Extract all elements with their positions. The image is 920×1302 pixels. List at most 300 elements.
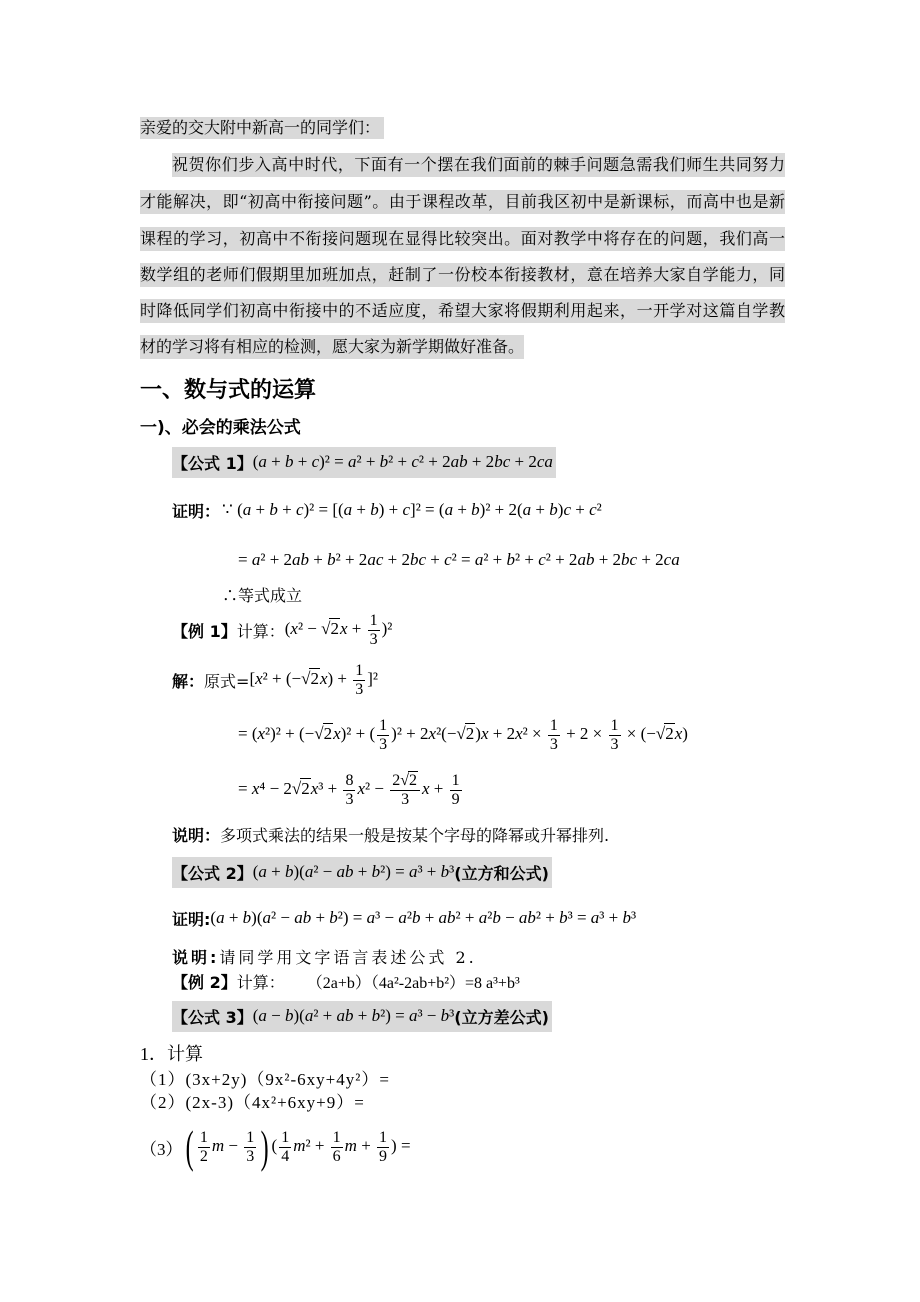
math-variable: ca bbox=[536, 452, 553, 472]
math-variable: a bbox=[343, 499, 353, 519]
math-symbols: + 2 bbox=[637, 549, 664, 569]
radicand bbox=[465, 723, 476, 743]
math-symbols: 3 bbox=[246, 1147, 255, 1165]
intro-line: 数学组的老师们假期里加班加点，赶制了一份校本衔接教材，意在培养大家自学能力，同 bbox=[140, 263, 785, 287]
radicand bbox=[664, 723, 675, 743]
radicand bbox=[300, 778, 311, 798]
math-variable: b bbox=[549, 499, 558, 519]
math-symbols: ² bbox=[487, 907, 493, 927]
math-variable: b bbox=[269, 499, 278, 519]
math-variable: a bbox=[216, 907, 225, 927]
math-symbols: )² = [( bbox=[303, 499, 344, 519]
math-variable: b bbox=[440, 862, 450, 882]
fraction-numerator bbox=[450, 772, 462, 791]
math-symbols: )( bbox=[251, 907, 263, 927]
example-label: 【例 2】 bbox=[172, 972, 237, 992]
math-variable: a bbox=[258, 1006, 267, 1026]
math-symbols: ² + bbox=[535, 907, 560, 927]
math-symbols: ² + bbox=[356, 452, 380, 472]
math-symbols: [ bbox=[249, 668, 256, 688]
intro-line: 时降低同学们初高中衔接中的不适应度，希望大家将假期利用起来，一开学对这篇自学教 bbox=[140, 299, 785, 323]
radicand bbox=[309, 668, 320, 688]
intro-line: 材的学习将有相应的检测，愿大家为新学期做好准备。 bbox=[140, 335, 524, 359]
math-variable: b bbox=[559, 907, 568, 927]
math-variable: b bbox=[411, 907, 421, 927]
math-variable: x bbox=[319, 668, 328, 688]
math-fraction bbox=[377, 1129, 389, 1165]
math-variable: ab bbox=[450, 452, 468, 472]
math-variable: b bbox=[284, 862, 294, 882]
math-symbols: )² + ( bbox=[340, 723, 376, 743]
math-symbols: ² bbox=[596, 499, 602, 519]
solution-step-1 bbox=[238, 717, 688, 753]
math-symbols: + bbox=[266, 862, 285, 882]
proof-expression bbox=[222, 500, 602, 520]
math-symbols: ² × bbox=[522, 723, 546, 743]
math-variable: c bbox=[589, 499, 597, 519]
fraction-numerator bbox=[198, 1129, 210, 1148]
math-variable: ca bbox=[663, 549, 680, 569]
math-symbols: 1 bbox=[549, 716, 558, 734]
math-variable: c bbox=[402, 499, 411, 519]
math-variable: x bbox=[422, 778, 430, 798]
example-2-question bbox=[172, 970, 520, 992]
math-symbols: 3 bbox=[355, 680, 364, 698]
math-variable: c bbox=[563, 499, 571, 519]
math-symbols: 9 bbox=[451, 790, 460, 808]
fraction-denominator bbox=[244, 1148, 256, 1166]
math-variable: a bbox=[398, 907, 407, 927]
math-symbols: 1 bbox=[451, 771, 460, 789]
math-variable: x bbox=[515, 723, 523, 743]
math-variable: x bbox=[357, 778, 366, 798]
math-symbols: + bbox=[352, 499, 371, 519]
intro-line: 课程的学习，初高中不衔接问题现在显得比较突出。面对教学中将存在的问题，我们高一 bbox=[140, 227, 785, 251]
math-symbols: ² + 2 bbox=[418, 452, 451, 472]
math-variable: a bbox=[258, 862, 267, 882]
math-variable: x bbox=[480, 723, 489, 743]
math-symbols: 1 bbox=[332, 1128, 341, 1146]
math-symbols: ² bbox=[406, 907, 412, 927]
fraction-denominator bbox=[353, 681, 365, 699]
math-symbols: + bbox=[353, 1006, 372, 1026]
math-symbols: ³ − bbox=[375, 907, 399, 927]
formula-label: 【公式 2】 bbox=[172, 864, 253, 883]
math-fraction bbox=[279, 1129, 291, 1165]
math-symbols: ]² bbox=[367, 668, 378, 688]
math-symbols: 3 bbox=[369, 630, 378, 648]
radical-sign: √ bbox=[655, 723, 666, 743]
math-symbols: 3 bbox=[610, 735, 619, 753]
math-symbols: ²) = bbox=[380, 862, 409, 882]
math-symbols: 2 bbox=[465, 723, 475, 743]
math-variable: b bbox=[284, 452, 294, 472]
math-fraction bbox=[390, 772, 420, 808]
math-symbols: ³ = bbox=[567, 907, 591, 927]
fraction-denominator bbox=[368, 631, 380, 649]
math-variable: x bbox=[251, 778, 260, 798]
math-variable: b bbox=[242, 907, 252, 927]
formula-label: 【公式 3】 bbox=[172, 1008, 253, 1027]
math-symbols: )² = bbox=[319, 452, 348, 472]
math-symbols: ²) = bbox=[380, 1006, 409, 1026]
math-symbols: − bbox=[500, 907, 519, 927]
math-variable: x bbox=[290, 618, 298, 638]
fraction-denominator bbox=[198, 1148, 210, 1166]
math-symbols: × (− bbox=[622, 723, 656, 743]
math-fraction bbox=[343, 772, 355, 808]
math-symbols: 4 bbox=[281, 1147, 290, 1165]
math-symbols: + bbox=[353, 862, 372, 882]
square-root bbox=[400, 772, 418, 789]
math-fraction bbox=[198, 1129, 210, 1165]
fraction-numerator bbox=[609, 717, 621, 736]
math-variable: m bbox=[344, 1135, 357, 1155]
fraction-numerator bbox=[390, 772, 420, 791]
math-symbols: 3 bbox=[345, 790, 354, 808]
math-symbols: ² + (− bbox=[262, 668, 302, 688]
math-symbols: 1 bbox=[369, 611, 378, 629]
math-symbols: 1 bbox=[610, 716, 619, 734]
note-text: 请同学用文字语言表述公式 2. bbox=[219, 947, 477, 967]
math-variable: ab bbox=[438, 907, 456, 927]
formula-3-block bbox=[172, 1001, 552, 1032]
solution-step-expression bbox=[238, 717, 688, 753]
math-symbols: + bbox=[309, 549, 328, 569]
math-fraction bbox=[331, 1129, 343, 1165]
fraction-denominator bbox=[377, 736, 389, 754]
math-variable: a bbox=[304, 862, 314, 882]
math-symbols: ² + 2 bbox=[260, 549, 293, 569]
math-symbols: ² + bbox=[313, 1006, 337, 1026]
math-symbols: + 2 × bbox=[561, 723, 607, 743]
large-parenthesis: ( bbox=[185, 1120, 194, 1173]
exercise-title: 1．计算 bbox=[140, 1044, 203, 1064]
radical-sign: √ bbox=[456, 723, 466, 743]
math-symbols: ² + bbox=[455, 907, 479, 927]
fraction-numerator bbox=[368, 612, 380, 631]
math-variable: c bbox=[538, 549, 546, 569]
math-symbols: + bbox=[356, 1135, 376, 1155]
math-variable: x bbox=[339, 618, 348, 638]
math-variable: ab bbox=[336, 862, 354, 882]
math-symbols: + bbox=[420, 907, 439, 927]
math-symbols: 2 bbox=[323, 723, 333, 743]
solution-step-2 bbox=[238, 768, 464, 812]
math-symbols: + bbox=[277, 499, 296, 519]
math-symbols: 2 bbox=[301, 778, 310, 798]
math-symbols: ² − bbox=[297, 618, 322, 638]
math-fraction bbox=[368, 612, 380, 648]
math-symbols: + bbox=[426, 549, 445, 569]
math-symbols: 3 bbox=[549, 735, 558, 753]
exercise-item bbox=[140, 1066, 390, 1088]
math-symbols: ² + 2 bbox=[545, 549, 578, 569]
math-symbols: 1 bbox=[379, 1128, 388, 1146]
math-variable: x bbox=[310, 778, 319, 798]
exercise-expression: (3x+2y)（9x²-6xy+4y²）= bbox=[185, 1069, 390, 1089]
math-fraction bbox=[548, 717, 560, 753]
radical-sign: √ bbox=[321, 618, 331, 638]
fraction-denominator bbox=[279, 1148, 291, 1166]
fraction-denominator bbox=[331, 1148, 343, 1166]
math-fraction bbox=[353, 662, 365, 698]
math-variable: bc bbox=[409, 549, 426, 569]
math-fraction bbox=[377, 717, 389, 753]
math-symbols: ) bbox=[475, 723, 481, 743]
math-variable: a bbox=[522, 499, 532, 519]
math-symbols: )( bbox=[293, 1006, 305, 1026]
formula-label: 【公式 1】 bbox=[172, 454, 253, 473]
math-variable: c bbox=[295, 499, 304, 519]
math-symbols: ² + bbox=[483, 549, 507, 569]
math-symbols: ( bbox=[252, 452, 259, 472]
math-variable: m bbox=[293, 1135, 306, 1155]
math-symbols: ² − bbox=[365, 778, 389, 798]
radical-sign: √ bbox=[400, 771, 409, 789]
fraction-numerator bbox=[353, 662, 365, 681]
math-symbols: ³ + bbox=[599, 907, 623, 927]
example-prompt: 计算： bbox=[236, 972, 285, 992]
radical-sign: √ bbox=[301, 668, 311, 688]
math-symbols: ²(− bbox=[436, 723, 457, 743]
math-variable: c bbox=[411, 452, 419, 472]
section-title: 一、数与式的运算 bbox=[140, 377, 317, 403]
formula-name: (立方和公式) bbox=[454, 864, 549, 883]
fraction-numerator bbox=[244, 1129, 256, 1148]
math-symbols: ( bbox=[284, 618, 291, 638]
math-variable: b bbox=[371, 862, 381, 882]
math-symbols: ² + bbox=[305, 1135, 329, 1155]
math-variable: b bbox=[329, 907, 338, 927]
intro-line: 才能解决，即“初高中衔接问题”。由于课程改革，目前我区初中是新课标，而高中也是新 bbox=[140, 190, 785, 214]
square-root bbox=[314, 724, 333, 743]
math-variable: a bbox=[262, 907, 271, 927]
formula-2-block bbox=[172, 857, 552, 888]
math-symbols: + bbox=[311, 907, 330, 927]
math-variable: x bbox=[257, 723, 266, 743]
proof-1-line-2 bbox=[238, 546, 680, 574]
formula-expression bbox=[253, 1006, 455, 1026]
math-symbols: + bbox=[251, 499, 270, 519]
proof-label: 证明: bbox=[172, 909, 211, 929]
math-variable: b bbox=[370, 499, 379, 519]
formula-1-block bbox=[172, 447, 556, 478]
math-symbols: )( bbox=[293, 862, 305, 882]
exercise-item bbox=[140, 1089, 365, 1111]
math-fraction bbox=[244, 1129, 256, 1165]
radical-sign: √ bbox=[291, 778, 302, 798]
math-symbols: 3 bbox=[379, 735, 388, 753]
math-variable: a bbox=[474, 549, 484, 569]
math-symbols: − bbox=[224, 1135, 243, 1155]
math-variable: b bbox=[284, 1006, 294, 1026]
math-symbols: − bbox=[266, 1006, 285, 1026]
math-symbols: ² = bbox=[451, 549, 475, 569]
radicand bbox=[329, 618, 340, 638]
math-variable: b bbox=[471, 499, 480, 519]
solution-expression bbox=[249, 662, 378, 698]
math-symbols: ³ + bbox=[318, 778, 342, 798]
fraction-denominator bbox=[450, 791, 462, 809]
math-symbols: 6 bbox=[332, 1147, 341, 1165]
math-symbols: + bbox=[347, 618, 366, 638]
math-symbols: ² − bbox=[271, 907, 295, 927]
note-label: 说明： bbox=[172, 825, 221, 845]
note-label: 说明: bbox=[172, 947, 220, 967]
math-variable: bc bbox=[621, 549, 638, 569]
intro-line: 祝贺你们步入高中时代，下面有一个摆在我们面前的棘手问题急需我们师生共同努力 bbox=[172, 153, 785, 177]
math-symbols: ³ bbox=[449, 862, 455, 882]
math-symbols: 1 bbox=[246, 1128, 255, 1146]
math-symbols: 2 bbox=[199, 1147, 208, 1165]
math-symbols: = bbox=[238, 778, 252, 798]
fraction-numerator bbox=[279, 1129, 291, 1148]
proof-conclusion: ∴等式成立 bbox=[222, 585, 303, 605]
math-variable: ab bbox=[577, 549, 595, 569]
math-variable: a bbox=[304, 1006, 314, 1026]
math-variable: ac bbox=[367, 549, 384, 569]
math-symbols: = ( bbox=[238, 723, 258, 743]
math-variable: ab bbox=[292, 549, 310, 569]
square-root bbox=[301, 669, 320, 688]
math-symbols: + 2 bbox=[383, 549, 410, 569]
formula-expression bbox=[253, 452, 553, 472]
math-variable: c bbox=[311, 452, 320, 472]
exercise-number: （3） bbox=[140, 1139, 183, 1159]
math-fraction bbox=[450, 772, 462, 808]
example-prompt: 计算： bbox=[236, 621, 285, 641]
math-variable: a bbox=[408, 862, 418, 882]
fraction-denominator bbox=[609, 736, 621, 754]
large-parenthesis: ) bbox=[260, 1120, 269, 1173]
proof-1-line-1 bbox=[172, 496, 602, 524]
math-symbols: ³ bbox=[630, 907, 637, 927]
math-symbols: + bbox=[293, 452, 312, 472]
math-variable: m bbox=[211, 1135, 225, 1155]
fraction-denominator bbox=[390, 791, 420, 809]
note-1 bbox=[172, 823, 609, 845]
solution-step-expression bbox=[238, 772, 464, 808]
fraction-numerator bbox=[377, 1129, 389, 1148]
math-symbols: ² + bbox=[515, 549, 539, 569]
math-symbols: ³ bbox=[449, 1006, 455, 1026]
math-symbols: ( bbox=[271, 1135, 278, 1155]
proof-expression bbox=[238, 550, 680, 570]
math-variable: a bbox=[251, 549, 261, 569]
fraction-denominator bbox=[377, 1148, 389, 1166]
example-label: 【例 1】 bbox=[172, 621, 237, 641]
math-variable: c bbox=[444, 549, 452, 569]
radicand bbox=[408, 771, 418, 789]
math-symbols: 2 bbox=[392, 771, 401, 789]
exercise-item bbox=[140, 1121, 411, 1173]
math-symbols: + bbox=[570, 499, 590, 519]
math-symbols: ²)² + (− bbox=[265, 723, 315, 743]
math-variable: b bbox=[492, 907, 501, 927]
solution-prefix: 原式= bbox=[204, 671, 250, 691]
square-root bbox=[292, 779, 311, 798]
exercise-number: （1） bbox=[140, 1069, 186, 1089]
math-symbols: ( bbox=[252, 862, 259, 882]
square-root bbox=[656, 724, 675, 743]
math-variable: a bbox=[590, 907, 600, 927]
section-subtitle: 一)、必会的乘法公式 bbox=[140, 417, 301, 438]
math-symbols: ( bbox=[210, 907, 217, 927]
math-symbols: ² + 2 bbox=[335, 549, 368, 569]
math-symbols: 3 bbox=[401, 790, 410, 808]
math-symbols: 2 bbox=[409, 771, 417, 789]
fraction-numerator bbox=[377, 717, 389, 736]
math-symbols: ∵ ( bbox=[222, 499, 243, 519]
math-symbols: 2 bbox=[310, 668, 319, 688]
proof-2-line bbox=[172, 905, 636, 931]
proof-expression bbox=[210, 908, 636, 928]
math-symbols: ²) = bbox=[337, 907, 367, 927]
math-symbols: 1 bbox=[379, 716, 388, 734]
exercise-number: （2） bbox=[140, 1092, 186, 1112]
math-variable: b bbox=[371, 1006, 381, 1026]
math-variable: x bbox=[333, 723, 341, 743]
math-symbols: ³ − bbox=[417, 1006, 441, 1026]
exercise-expression bbox=[183, 1120, 411, 1173]
math-symbols: + 2 bbox=[467, 452, 495, 472]
math-variable: a bbox=[347, 452, 357, 472]
math-variable: a bbox=[444, 499, 454, 519]
math-symbols: ]² = ( bbox=[410, 499, 445, 519]
radical-sign: √ bbox=[314, 723, 324, 743]
math-symbols: ) bbox=[557, 499, 564, 519]
math-symbols: ⁴ − 2 bbox=[259, 778, 292, 798]
math-variable: ab bbox=[336, 1006, 354, 1026]
math-symbols: + bbox=[453, 499, 472, 519]
math-symbols: ² + bbox=[388, 452, 412, 472]
example-1-question bbox=[172, 612, 392, 648]
math-symbols: ) + bbox=[378, 499, 403, 519]
example-expression: （2a+b）（4a²-2ab+b²）=8 a³+b³ bbox=[306, 974, 520, 992]
math-variable: ab bbox=[294, 907, 312, 927]
math-symbols: 8 bbox=[345, 771, 354, 789]
math-symbols: 9 bbox=[379, 1147, 388, 1165]
example-expression bbox=[285, 612, 393, 648]
math-variable: x bbox=[428, 723, 437, 743]
square-root bbox=[456, 724, 475, 743]
math-symbols: + bbox=[429, 778, 448, 798]
solution-label: 解： bbox=[172, 671, 205, 691]
math-variable: a bbox=[258, 452, 267, 472]
math-symbols: ) bbox=[682, 723, 688, 743]
exercise-expression: (2x-3)（4x²+6xy+9）= bbox=[185, 1092, 365, 1112]
math-symbols: )² + 2 bbox=[391, 723, 429, 743]
formula-expression bbox=[253, 862, 455, 882]
formula-name: (立方差公式) bbox=[454, 1008, 549, 1027]
math-variable: bc bbox=[494, 452, 511, 472]
math-symbols: ( bbox=[252, 1006, 259, 1026]
math-variable: a bbox=[408, 1006, 418, 1026]
math-variable: a bbox=[478, 907, 488, 927]
note-2 bbox=[172, 945, 477, 967]
math-variable: ab bbox=[518, 907, 536, 927]
example-1-solution bbox=[172, 662, 378, 698]
math-symbols: = bbox=[238, 549, 252, 569]
fraction-denominator bbox=[548, 736, 560, 754]
square-root bbox=[321, 619, 340, 638]
math-symbols: + 2 bbox=[594, 549, 622, 569]
radicand bbox=[323, 723, 334, 743]
fraction-denominator bbox=[343, 791, 355, 809]
math-symbols: ) = bbox=[391, 1135, 411, 1155]
math-symbols: 1 bbox=[355, 661, 364, 679]
